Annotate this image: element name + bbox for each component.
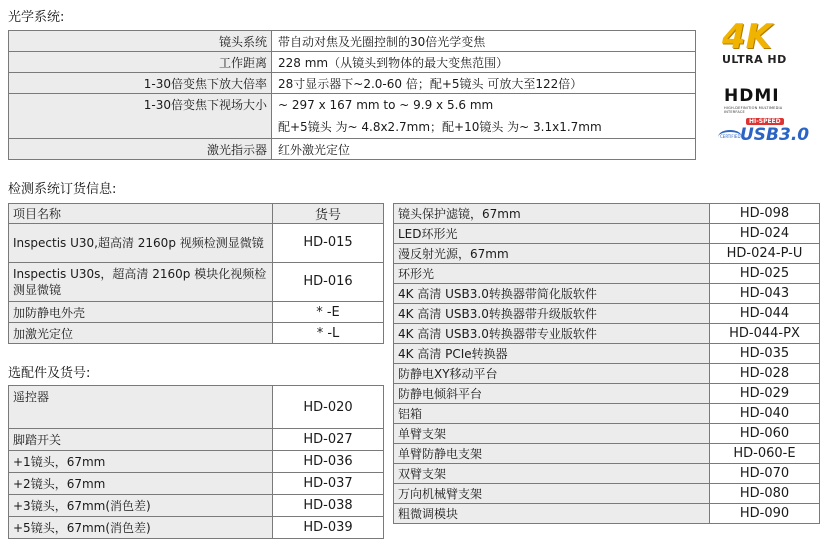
order-heading: 检测系统订货信息:: [8, 182, 117, 197]
table-row: [9, 323, 384, 344]
item-code: HD-024: [710, 224, 820, 244]
item-name: 单臂支架: [394, 424, 710, 444]
table-row: [9, 517, 384, 539]
item-name: 4K 高清 USB3.0转换器带简化版软件: [394, 284, 710, 304]
spec-label: 镜头系统: [9, 31, 272, 52]
table-row: [394, 444, 820, 464]
table-row: [394, 464, 820, 484]
table-row: [9, 224, 384, 263]
item-code: HD-098: [710, 204, 820, 224]
item-name: 4K 高清 USB3.0转换器带专业版软件: [394, 324, 710, 344]
table-row: [394, 324, 820, 344]
item-code: HD-040: [710, 404, 820, 424]
spec-row: [9, 73, 696, 94]
spec-value: 228 mm（从镜头到物体的最大变焦范围）: [272, 52, 696, 73]
table-row: [394, 264, 820, 284]
optics-spec-table: [8, 30, 696, 160]
item-code: HD-015: [273, 224, 384, 263]
item-name: 遥控器: [9, 386, 273, 429]
order-info-table: [8, 203, 384, 344]
hdmi-logo: [724, 86, 804, 114]
item-code: HD-016: [273, 263, 384, 302]
table-row: [394, 244, 820, 264]
item-name: 单臂防静电支架: [394, 444, 710, 464]
table-row: [9, 302, 384, 323]
item-name: 加激光定位: [9, 323, 273, 344]
item-code: HD-024-P-U: [710, 244, 820, 264]
item-code: HD-039: [273, 517, 384, 539]
accessories-table-right: [393, 203, 820, 524]
item-code: HD-070: [710, 464, 820, 484]
item-name: +3镜头，67mm(消色差): [9, 495, 273, 517]
table-row: [9, 495, 384, 517]
spec-value-line: 配+5镜头 为~ 4.8x2.7mm；配+10镜头 为~ 3.1x1.7mm: [278, 120, 602, 134]
table-row: [394, 304, 820, 324]
spec-value: 红外激光定位: [272, 139, 696, 160]
item-name: 粗微调模块: [394, 504, 710, 524]
item-name: +5镜头，67mm(消色差): [9, 517, 273, 539]
4k-ultra-hd-logo: [722, 17, 806, 66]
table-row: [394, 344, 820, 364]
table-row: [394, 384, 820, 404]
table-row: [9, 451, 384, 473]
accessories-table-left: [8, 385, 384, 539]
item-name: 万向机械臂支架: [394, 484, 710, 504]
table-row: [394, 424, 820, 444]
item-code: HD-029: [710, 384, 820, 404]
table-row: [9, 386, 384, 429]
table-row: [9, 429, 384, 451]
usb3-logo-text: USB3.0: [740, 125, 810, 145]
item-code: HD-027: [273, 429, 384, 451]
table-row: [394, 404, 820, 424]
item-code: HD-028: [710, 364, 820, 384]
item-name: Inspectis U30,超高清 2160p 视频检测显微镜: [9, 224, 273, 263]
table-header-row: [9, 204, 384, 224]
table-row: [394, 204, 820, 224]
item-name: Inspectis U30s，超高清 2160p 模块化视频检测显微镜: [9, 263, 273, 302]
table-row: [394, 364, 820, 384]
optics-heading: 光学系统:: [8, 10, 65, 25]
item-name: 双臂支架: [394, 464, 710, 484]
spec-label: 1-30倍变焦下放大倍率: [9, 73, 272, 94]
table-row: [394, 504, 820, 524]
item-code: * -L: [273, 323, 384, 344]
item-code: HD-043: [710, 284, 820, 304]
item-name: 漫反射光源，67mm: [394, 244, 710, 264]
item-code: HD-025: [710, 264, 820, 284]
item-name: 镜头保护滤镜，67mm: [394, 204, 710, 224]
accessories-right-body: [394, 204, 820, 524]
item-code: HD-037: [273, 473, 384, 495]
spec-label: 1-30倍变焦下视场大小: [9, 94, 272, 139]
item-code: HD-020: [273, 386, 384, 429]
table-row: [9, 473, 384, 495]
hdmi-logo-subtext: HIGH-DEFINITION MULTIMEDIA INTERFACE: [724, 106, 783, 114]
hdmi-logo-text: HDMI: [724, 86, 780, 106]
item-name: LED环形光: [394, 224, 710, 244]
item-name: 脚踏开关: [9, 429, 273, 451]
spec-row: [9, 52, 696, 73]
item-name: 铝箱: [394, 404, 710, 424]
item-code: HD-060-E: [710, 444, 820, 464]
spec-value: 带自动对焦及光圈控制的30倍光学变焦: [272, 31, 696, 52]
spec-row: [9, 139, 696, 160]
item-name: 加防静电外壳: [9, 302, 273, 323]
4k-logo-text: 4K: [722, 17, 773, 57]
spec-value: [272, 94, 696, 139]
spec-row: [9, 94, 696, 139]
table-row: [394, 484, 820, 504]
spec-label: 工作距离: [9, 52, 272, 73]
table-row: [394, 284, 820, 304]
item-name: 4K 高清 USB3.0转换器带升级版软件: [394, 304, 710, 324]
item-code: HD-044: [710, 304, 820, 324]
header-name: 项目名称: [9, 204, 273, 224]
spec-label: 激光指示器: [9, 139, 272, 160]
usb-hi-speed-badge: HI-SPEED: [746, 118, 784, 125]
header-code: 货号: [273, 204, 384, 224]
usb-logo-tiny-text: CERTIFIED: [720, 134, 741, 139]
item-name: 防静电倾斜平台: [394, 384, 710, 404]
item-code: HD-044-PX: [710, 324, 820, 344]
item-code: HD-060: [710, 424, 820, 444]
item-name: 环形光: [394, 264, 710, 284]
item-name: +1镜头，67mm: [9, 451, 273, 473]
table-row: [9, 263, 384, 302]
item-code: HD-038: [273, 495, 384, 517]
usb3-logo: [718, 118, 810, 148]
item-code: * -E: [273, 302, 384, 323]
item-code: HD-080: [710, 484, 820, 504]
ultra-hd-logo-text: ULTRA HD: [722, 53, 787, 66]
accessories-heading: 选配件及货号:: [8, 366, 91, 381]
item-code: HD-035: [710, 344, 820, 364]
spec-value-line: ~ 297 x 167 mm to ~ 9.9 x 5.6 mm: [278, 98, 494, 112]
spec-row: [9, 31, 696, 52]
item-name: +2镜头，67mm: [9, 473, 273, 495]
item-code: HD-090: [710, 504, 820, 524]
spec-value: 28寸显示器下~2.0-60 倍；配+5镜头 可放大至122倍）: [272, 73, 696, 94]
table-row: [394, 224, 820, 244]
item-code: HD-036: [273, 451, 384, 473]
item-name: 4K 高清 PCIe转换器: [394, 344, 710, 364]
item-name: 防静电XY移动平台: [394, 364, 710, 384]
